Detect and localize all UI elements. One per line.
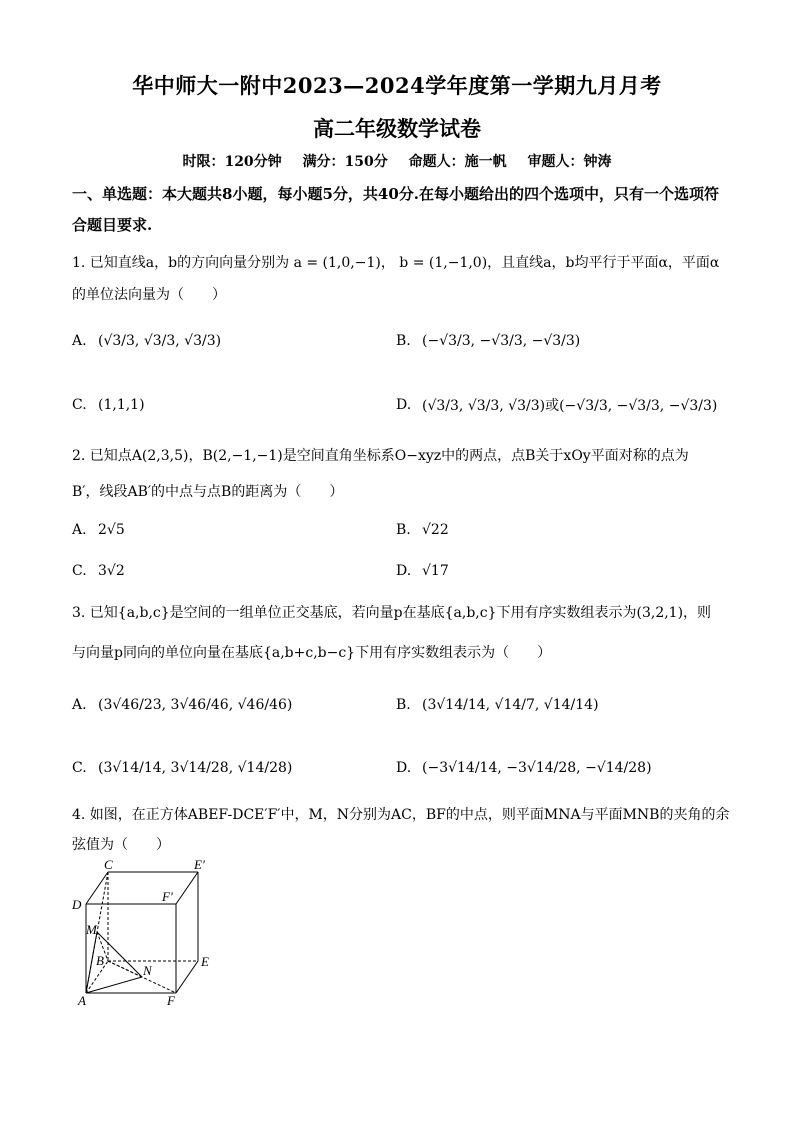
q3-option-c[interactable]: [72, 743, 292, 793]
q3-option-b-text: (3√14/14, √14/7, √14/14): [422, 697, 599, 713]
label-F: F: [167, 993, 175, 1008]
label-D: D: [72, 897, 82, 912]
q3-option-d-text: (−3√14/14, −3√14/28, −√14/28): [422, 760, 652, 776]
question-2-stem-cont: B′，线段AB′的中点与点B的距离为（ ）: [72, 484, 344, 500]
q2-option-b-text: √22: [422, 522, 449, 538]
q2-option-c-text: 3√2: [98, 563, 125, 579]
label-A: A: [78, 993, 86, 1008]
q1-option-c[interactable]: [72, 380, 145, 430]
exam-meta: [0, 151, 794, 171]
q3-option-d-label: D.: [396, 760, 412, 776]
q3-option-b-label: B.: [396, 697, 411, 713]
meta-score: 满分：150分: [302, 154, 388, 170]
q3-option-c-text: (3√14/14, 3√14/28, √14/28): [98, 760, 293, 776]
q1-option-c-label: C.: [72, 397, 87, 413]
q3-option-a-label: A.: [72, 697, 87, 713]
question-4-stem-cont: 弦值为（ ）: [72, 837, 170, 853]
q1-stem-a: 1. 已知直线a，b的方向向量分别为: [72, 255, 290, 271]
edge-E-prime-F-prime: [176, 872, 198, 904]
question-2-stem: 2. 已知点A(2,3,5)，B(2,−1,−1)是空间直角坐标系O−xyz中的两点，点B关于xOy平面对称的点为: [72, 448, 689, 464]
label-C: C: [104, 857, 113, 872]
q2-option-c[interactable]: [72, 557, 125, 585]
q2-option-a[interactable]: [72, 516, 125, 544]
question-4-stem: 4. 如图，在正方体ABEF-DCE′F′中，M，N分别为AC，BF的中点，则平面MNA与平面MNB的夹角的余: [72, 807, 730, 823]
q2-option-a-label: A.: [72, 522, 87, 538]
q1-option-a-label: A.: [72, 333, 87, 349]
q3-option-a[interactable]: [72, 680, 292, 730]
question-1-stem-cont: 的单位法向量为（ ）: [72, 287, 226, 303]
q1-option-b[interactable]: [396, 316, 580, 366]
q1-option-d-text: (√3/3, √3/3, √3/3)或(−√3/3, −√3/3, −√3/3): [422, 398, 718, 414]
q1-option-b-text: (−√3/3, −√3/3, −√3/3): [422, 333, 581, 349]
q3-option-d[interactable]: [396, 743, 652, 793]
label-B: B: [96, 953, 104, 968]
label-N: N: [143, 963, 152, 978]
exam-title: 华中师大一附中2023—2024学年度第一学期九月月考: [132, 73, 662, 98]
meta-time: 时限：120分钟: [182, 154, 282, 170]
question-3-stem-cont: 与向量p同向的单位向量在基底{a,b+c,b−c}下用有序实数组表示为（ ）: [72, 645, 552, 661]
q1-stem-b: ，且直线a，b均平行于平面α，平面α: [487, 255, 720, 271]
q2-option-b-label: B.: [396, 522, 411, 538]
question-3-stem: 3. 已知{a,b,c}是空间的一组单位正交基底，若向量p在基底{a,b,c}下用有序实数组表示为(3,2,1)，则: [72, 605, 712, 621]
meta-reviewer: 审题人：钟涛: [527, 154, 612, 170]
q2-option-d[interactable]: [396, 557, 449, 585]
label-F-prime: F′: [162, 889, 173, 904]
q3-option-c-label: C.: [72, 760, 87, 776]
cube-figure: [70, 857, 230, 1027]
section-heading: 一、单选题：本大题共8小题，每小题5分，共40分.在每小题给出的四个选项中，只有一个选项符合题目要求.: [72, 185, 719, 234]
meta-author: 命题人：施一帆: [408, 154, 507, 170]
segment-NA: [86, 977, 142, 993]
q1-option-c-text: (1,1,1): [98, 397, 145, 413]
q2-option-d-label: D.: [396, 563, 412, 579]
label-E: E: [201, 954, 209, 969]
q3-option-a-text: (3√46/23, 3√46/46, √46/46): [98, 697, 293, 713]
q1-vec-a: a = (1,0,−1): [293, 255, 381, 271]
label-E-prime: E′: [194, 857, 205, 872]
q1-option-a[interactable]: [72, 316, 221, 366]
segment-NB: [108, 961, 142, 977]
edge-EF: [176, 961, 198, 993]
exam-subtitle: 高二年级数学试卷: [313, 116, 481, 141]
q2-option-a-text: 2√5: [98, 522, 125, 538]
question-1-stem: 1. 已知直线a，b的方向向量分别为 a = (1,0,−1)， b = (1,−1,0)，且直线a，b均平行于平面α，平面α: [72, 255, 720, 271]
q1-option-b-label: B.: [396, 333, 411, 349]
q1-option-a-text: (√3/3, √3/3, √3/3): [98, 333, 222, 349]
q3-option-b[interactable]: [396, 680, 599, 730]
q2-option-c-label: C.: [72, 563, 87, 579]
q1-option-d-label: D.: [396, 397, 412, 413]
label-M: M: [86, 922, 97, 937]
q2-option-b[interactable]: [396, 516, 449, 544]
q1-vec-b: b = (1,−1,0): [399, 255, 488, 271]
q1-option-d[interactable]: [396, 380, 717, 430]
q2-option-d-text: √17: [422, 563, 449, 579]
